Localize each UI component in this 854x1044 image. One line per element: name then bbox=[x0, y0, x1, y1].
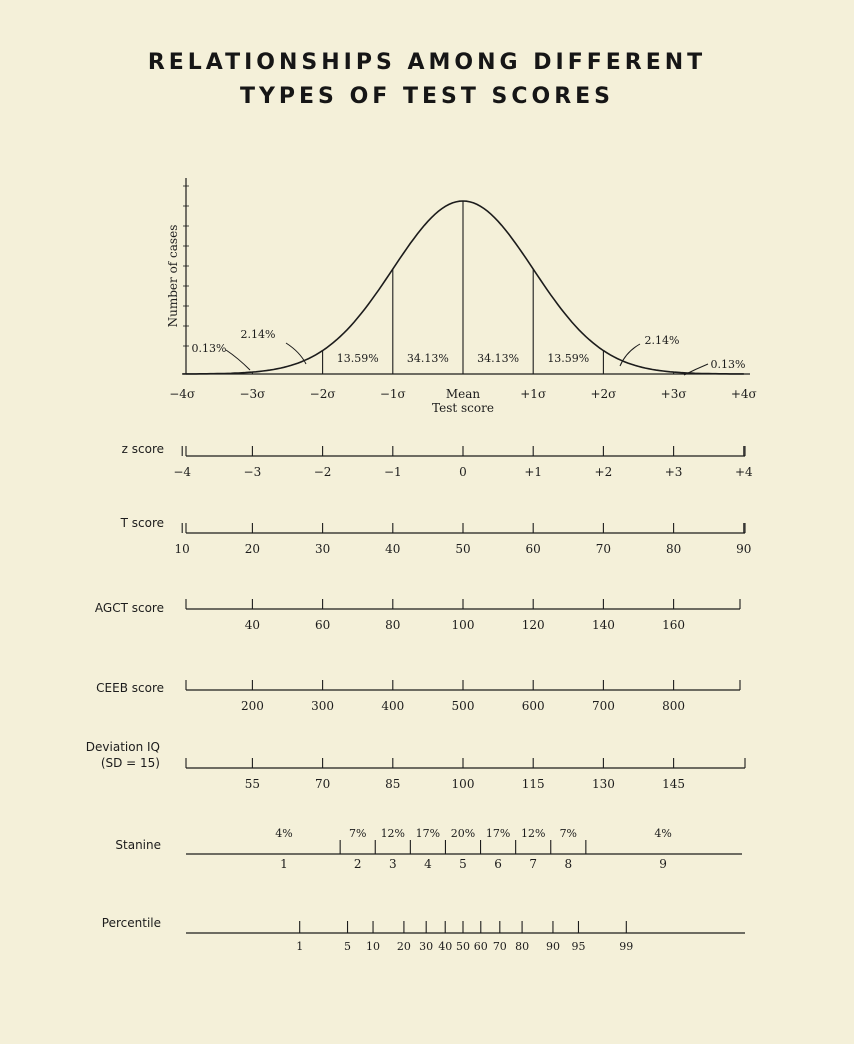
stanine-percent: 7% bbox=[559, 827, 578, 840]
scale-tick-label: 100 bbox=[451, 777, 475, 791]
x-tick-label: +3σ bbox=[660, 387, 687, 401]
segment-percent-label: 34.13% bbox=[406, 352, 449, 365]
scale-tick-label: 160 bbox=[662, 618, 686, 632]
segment-percent-label: 2.14% bbox=[644, 334, 680, 347]
scale-tick-label: 30 bbox=[314, 542, 331, 556]
x-tick-label: −1σ bbox=[379, 387, 406, 401]
scale-tick-label: +2 bbox=[594, 465, 613, 479]
segment-percent-label: 0.13% bbox=[191, 342, 227, 355]
percentile-tick-label: 20 bbox=[396, 940, 411, 953]
stanine-percent: 7% bbox=[348, 827, 367, 840]
scale-tick-label: 130 bbox=[591, 777, 615, 791]
scale-tick-label: 90 bbox=[736, 542, 752, 556]
scale-label-sub: (SD = 15) bbox=[100, 756, 160, 770]
stanine-percent: 12% bbox=[380, 827, 406, 840]
scale-tick-label: −1 bbox=[383, 465, 402, 479]
x-tick-label: −2σ bbox=[309, 387, 336, 401]
percentile-label: Percentile bbox=[101, 916, 161, 930]
percentile-tick-label: 40 bbox=[438, 940, 453, 953]
scale-tick-label: 70 bbox=[314, 777, 331, 791]
page-title-line-1: RELATIONSHIPS AMONG DIFFERENT bbox=[147, 50, 707, 75]
y-axis-label: Number of cases bbox=[166, 224, 180, 328]
scale-tick-label: 60 bbox=[314, 618, 331, 632]
stanine-number: 9 bbox=[659, 857, 667, 871]
stanine-number: 2 bbox=[353, 857, 362, 871]
percentile-tick-label: 60 bbox=[473, 940, 488, 953]
x-tick-label: +2σ bbox=[590, 387, 617, 401]
scale-tick-label: 40 bbox=[244, 618, 261, 632]
scale-tick-label: 115 bbox=[521, 777, 545, 791]
page-title-line-2: TYPES OF TEST SCORES bbox=[239, 84, 615, 109]
percentile-tick-label: 80 bbox=[515, 940, 530, 953]
percentile-tick-label: 10 bbox=[366, 940, 381, 953]
scale-tick-label: 85 bbox=[385, 777, 401, 791]
stanine-percent: 17% bbox=[415, 827, 441, 840]
scale-tick-label: 500 bbox=[451, 699, 475, 713]
scale-label: CEEB score bbox=[96, 681, 164, 695]
scale-tick-label: 10 bbox=[174, 542, 190, 556]
x-tick-label: +1σ bbox=[520, 387, 547, 401]
stanine-percent: 4% bbox=[275, 827, 293, 840]
percentile-tick-label: 30 bbox=[419, 940, 434, 953]
percentile-tick-label: 90 bbox=[545, 940, 560, 953]
segment-percent-label: 34.13% bbox=[477, 352, 520, 365]
scale-tick-label: 0 bbox=[459, 465, 467, 479]
stanine-label: Stanine bbox=[115, 838, 161, 852]
x-tick-label: Mean bbox=[445, 387, 481, 401]
scale-label: Deviation IQ bbox=[85, 740, 160, 754]
scale-tick-label: 700 bbox=[591, 699, 615, 713]
x-tick-label: +4σ bbox=[730, 387, 757, 401]
scale-tick-label: 80 bbox=[385, 618, 401, 632]
percentile-tick-label: 5 bbox=[344, 940, 352, 953]
segment-percent-label: 2.14% bbox=[240, 328, 276, 341]
percentile-tick-label: 99 bbox=[619, 940, 634, 953]
stanine-number: 7 bbox=[529, 857, 538, 871]
stanine-number: 5 bbox=[459, 857, 467, 871]
percentile-tick-label: 50 bbox=[456, 940, 470, 953]
stanine-number: 6 bbox=[494, 857, 502, 871]
scale-tick-label: 40 bbox=[385, 542, 401, 556]
segment-percent-label: 13.59% bbox=[547, 352, 590, 365]
scale-label: T score bbox=[120, 516, 164, 530]
stanine-number: 1 bbox=[280, 857, 288, 871]
x-axis-label: Test score bbox=[432, 401, 494, 415]
scale-tick-label: 800 bbox=[662, 699, 686, 713]
stanine-percent: 4% bbox=[654, 827, 672, 840]
scale-tick-label: +4 bbox=[734, 465, 753, 479]
scale-tick-label: +1 bbox=[524, 465, 543, 479]
segment-percent-label: 13.59% bbox=[336, 352, 379, 365]
percentile-tick-label: 1 bbox=[296, 940, 304, 953]
percentile-tick-label: 95 bbox=[571, 940, 586, 953]
stanine-percent: 20% bbox=[450, 827, 476, 840]
scale-label: z score bbox=[121, 442, 164, 456]
scale-tick-label: 80 bbox=[665, 542, 682, 556]
scale-tick-label: 300 bbox=[311, 699, 335, 713]
scale-tick-label: +3 bbox=[664, 465, 683, 479]
scale-tick-label: 55 bbox=[244, 777, 261, 791]
scale-tick-label: 100 bbox=[451, 618, 475, 632]
scale-tick-label: −3 bbox=[243, 465, 262, 479]
stanine-number: 8 bbox=[564, 857, 573, 871]
segment-percent-label: 0.13% bbox=[710, 358, 746, 371]
stanine-percent: 17% bbox=[485, 827, 511, 840]
scale-label: AGCT score bbox=[94, 601, 164, 615]
percentile-tick-label: 70 bbox=[492, 940, 507, 953]
scale-tick-label: 600 bbox=[521, 699, 545, 713]
scale-tick-label: −2 bbox=[313, 465, 332, 479]
scale-tick-label: 400 bbox=[381, 699, 405, 713]
scale-tick-label: 120 bbox=[521, 618, 545, 632]
stanine-number: 3 bbox=[388, 857, 397, 871]
scale-tick-label: 140 bbox=[591, 618, 615, 632]
scale-tick-label: 50 bbox=[455, 542, 471, 556]
pointer-arrow bbox=[226, 350, 250, 370]
scale-tick-label: 60 bbox=[525, 542, 541, 556]
stanine-number: 4 bbox=[424, 857, 432, 871]
scale-tick-label: −4 bbox=[173, 465, 192, 479]
scale-tick-label: 200 bbox=[240, 699, 264, 713]
x-tick-label: −4σ bbox=[169, 387, 196, 401]
stanine-percent: 12% bbox=[520, 827, 546, 840]
x-tick-label: −3σ bbox=[239, 387, 266, 401]
scale-tick-label: 70 bbox=[595, 542, 612, 556]
scale-tick-label: 145 bbox=[662, 777, 686, 791]
scale-tick-label: 20 bbox=[244, 542, 261, 556]
pointer-arrow bbox=[620, 344, 640, 366]
